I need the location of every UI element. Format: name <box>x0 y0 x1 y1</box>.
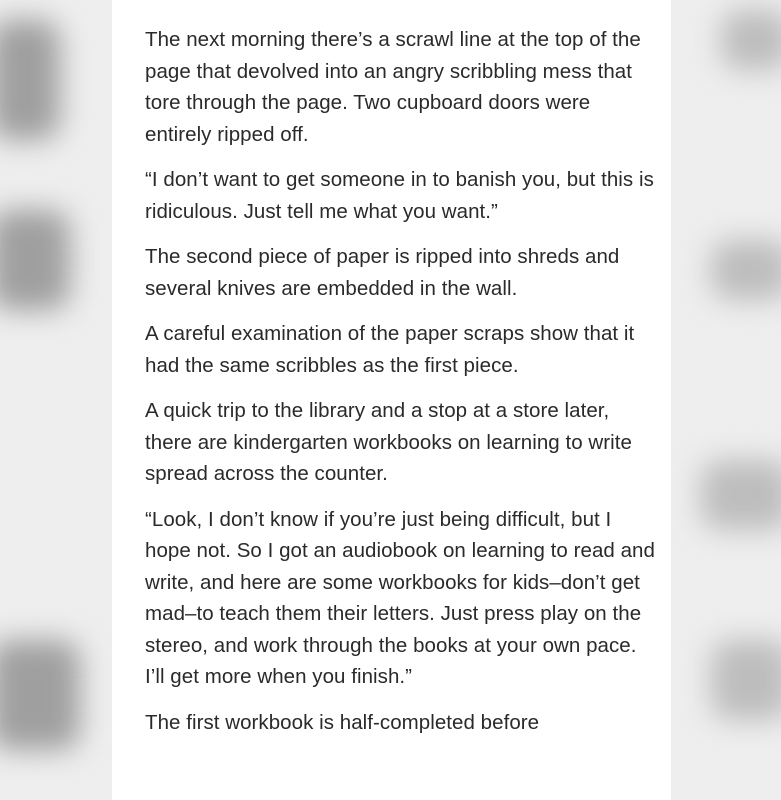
paragraph: A careful examination of the paper scraps show that it had the same scribbles as the first piece. <box>145 322 635 377</box>
paragraph: “I don’t want to get someone in to banish you, but this is ridiculous. Just tell me what you want.” <box>145 168 654 223</box>
paragraph: The next morning there’s a scrawl line at the top of the page that devolved into an angry scribbling mess that tore through the page. Two cupboard doors were entirely ripped off. <box>145 28 641 146</box>
paragraph: “Look, I don’t know if you’re just being difficult, but I hope not. So I got an audiobook on learning to read and write, and here are some workbooks for kids–don’t get mad–to teach them their letters. Just press play on the stereo, and work through the books at your own pace. I’ll get more when you finish.” <box>145 507 655 688</box>
paragraph-cut-off: The first workbook is half-completed before <box>145 710 540 734</box>
document-page <box>112 0 671 800</box>
blurred-backdrop-left <box>0 0 112 800</box>
paragraph: A quick trip to the library and a stop at a store later, there are kindergarten workbooks on learning to write spread across the counter. <box>145 399 632 485</box>
document-body <box>112 0 671 738</box>
paragraph: The second piece of paper is ripped into shreds and several knives are embedded in the wall. <box>145 245 620 300</box>
blurred-backdrop-right <box>671 0 781 800</box>
